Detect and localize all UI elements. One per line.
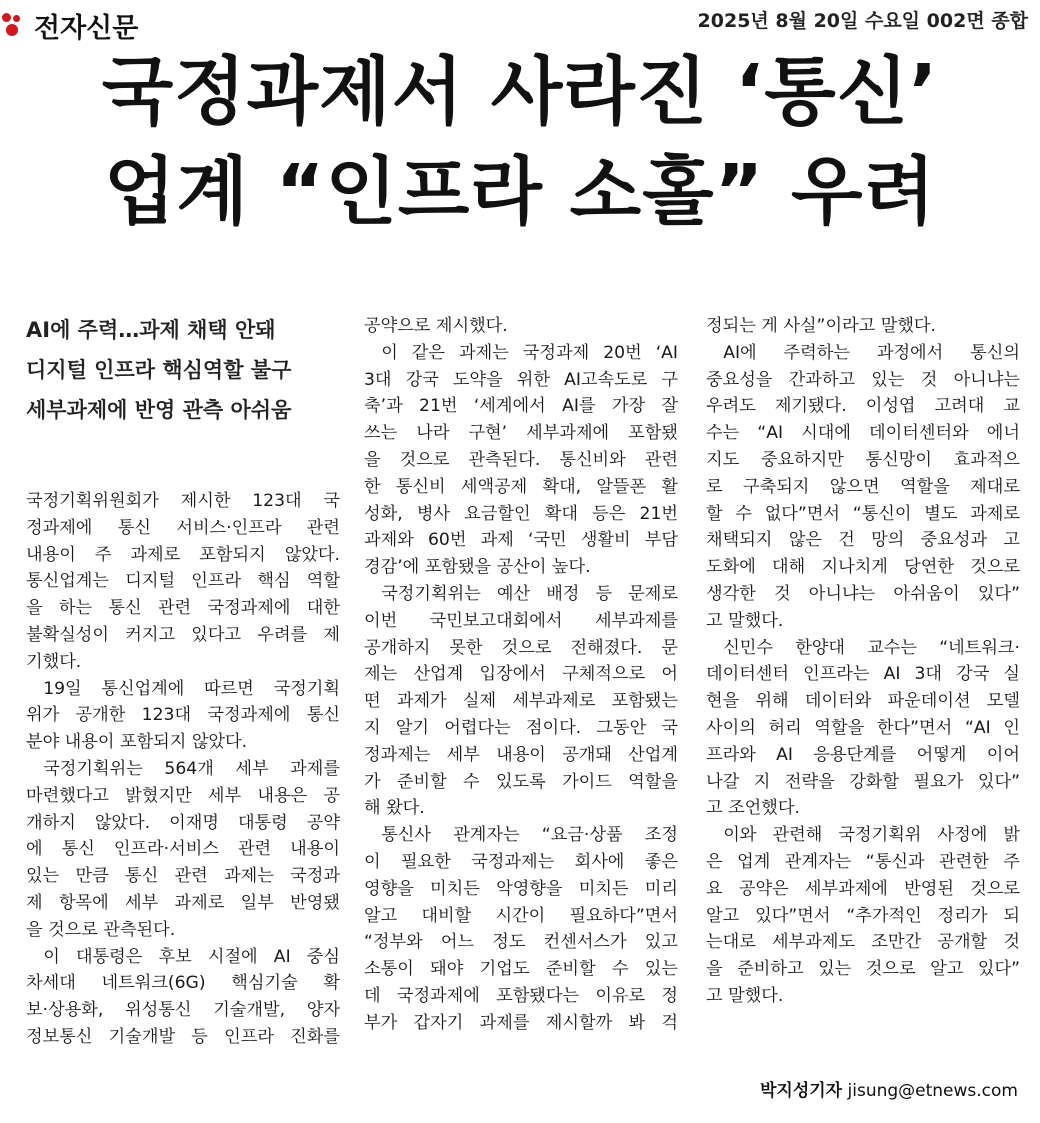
article-line: 통신업계는 디지털 인프라 핵심 역할 — [26, 571, 340, 592]
article-line: 한 통신비 세액공제 확대, 알뜰폰 활 — [364, 476, 678, 497]
article-line: 할 수 없다”면서 “통신이 별도 과제로 — [706, 503, 1020, 524]
article-line: 도화에 대해 지나치게 당연한 것으로 — [706, 557, 1020, 578]
byline — [760, 1076, 1018, 1101]
dateline: 2025년 8월 20일 수요일 002면 종합 — [697, 10, 1028, 32]
article-line: 을 것으로 관측된다. — [26, 919, 176, 940]
newspaper-logo — [2, 6, 138, 45]
article-line: 과제와 60번 과제 ‘국민 생활비 부담 — [364, 530, 678, 551]
article-line: 우려도 제기됐다. 이성엽 고려대 교 — [706, 396, 1020, 417]
article-line: 이 필요한 국정과제는 회사에 좋은 — [364, 851, 678, 872]
article-line: 부가 갑자기 과제를 제시할까 봐 걱 — [364, 1012, 678, 1033]
article-line: 생각한 것 아니냐는 아쉬움이 있다” — [706, 583, 1020, 604]
article-line: 통신사 관계자는 “요금·상품 조정 — [364, 825, 678, 846]
article-line: 고 조언했다. — [706, 798, 800, 819]
subheadline-line: 세부과제에 반영 관측 아쉬움 — [26, 398, 292, 422]
article-line: 나갈 지 전략을 강화할 필요가 있다” — [706, 771, 1020, 792]
article-line: 국정기획위는 예산 배정 등 문제로 — [364, 583, 678, 604]
subheadline-line: AI에 주력…과제 채택 안돼 — [26, 318, 276, 342]
article-line: 내용이 주 과제로 포함되지 않았다. — [26, 544, 340, 565]
reporter-name: 박지성기자 — [759, 1081, 843, 1101]
article-line: 가 준비할 수 있도록 가이드 역할을 — [364, 771, 678, 792]
article-line: 데 국정과제에 포함됐다는 이유로 정 — [364, 985, 678, 1006]
article-line: 지 알기 어렵다는 점이다. 그동안 국 — [364, 717, 678, 738]
article-line: 사이의 허리 역할을 한다”면서 “AI 인 — [706, 717, 1020, 738]
article-line: 을 것으로 관측된다. 통신비와 관련 — [364, 449, 678, 470]
article-line: 쓰는 나라 구현’ 세부과제에 포함됐 — [364, 423, 678, 444]
article-line: 정과제에 통신 서비스·인프라 관련 — [26, 517, 340, 538]
article-line: 로 구축되지 않으면 역할을 제대로 — [706, 476, 1020, 497]
article-line: 개하지 않았다. 이재명 대통령 공약 — [26, 812, 340, 833]
article-line: 이번 국민보고대회에서 세부과제를 — [364, 610, 678, 631]
article-line: 불확실성이 커지고 있다고 우려를 제 — [26, 624, 340, 645]
article-line: 이 같은 과제는 국정과제 20번 ‘AI — [364, 342, 678, 363]
article-line: “정부와 어느 정도 컨센서스가 있고 — [364, 932, 678, 953]
article-line: 이와 관련해 국정기획위 사정에 밝 — [706, 825, 1020, 846]
article-line: 분야 내용이 포함되지 않았다. — [26, 732, 248, 753]
article-line: 기했다. — [26, 651, 82, 672]
article-line: 국정기획위원회가 제시한 123대 국 — [26, 491, 340, 511]
article-column-2 — [364, 313, 678, 1037]
subheadline-line: 디지털 인프라 핵심역할 불구 — [26, 358, 292, 382]
article-line: 는대로 세부과제도 조만간 공개할 것 — [706, 932, 1020, 953]
article-line: 위가 공개한 123대 국정과제에 통신 — [26, 705, 340, 726]
article-line: 고 말했다. — [706, 610, 784, 631]
article-line: AI에 주력하는 과정에서 통신의 — [706, 342, 1020, 363]
article-line: 정보통신 기술개발 등 인프라 진화를 — [26, 1026, 340, 1047]
article-line: 소통이 돼야 기업도 준비할 수 있는 — [364, 959, 678, 980]
article-line: 알고 대비할 시간이 필요하다”면서 — [364, 905, 678, 926]
article-line: 이 대통령은 후보 시절에 AI 중심 — [26, 946, 340, 967]
logo-dots-icon — [2, 13, 28, 39]
article-line: 수는 “AI 시대에 데이터센터와 에너 — [706, 423, 1020, 444]
masthead — [0, 0, 1040, 44]
article-line: 알고 있다”면서 “추가적인 정리가 되 — [706, 905, 1020, 926]
article-line: 은 업계 관계자는 “통신과 관련한 주 — [706, 851, 1020, 872]
article-line: 축’과 21번 ‘세계에서 AI를 가장 잘 — [364, 396, 678, 417]
article-line: 경감’에 포함됐을 공산이 높다. — [364, 557, 591, 578]
headline-line-1: 국정과제서 사라진 ‘통신’ — [101, 49, 939, 135]
article-line: 국정기획위는 564개 세부 과제를 — [26, 758, 340, 779]
article-line: 정과제는 세부 내용이 공개돼 산업계 — [364, 744, 678, 765]
article-column-3 — [706, 313, 1020, 1010]
article-line: 19일 통신업계에 따르면 국정기획 — [26, 678, 340, 699]
article-line: 현을 위해 데이터와 파운데이션 모델 — [706, 691, 1020, 712]
logo-text: 전자신문 — [34, 13, 139, 44]
article-line: 을 준비하고 있는 것으로 알고 있다” — [706, 959, 1020, 980]
headline-line-2: 업계 “인프라 소홀” 우려 — [104, 149, 936, 235]
article-line: 공개하지 못한 것으로 전해졌다. 문 — [364, 637, 678, 658]
article-line: 데이터센터 인프라는 AI 3대 강국 실 — [706, 664, 1020, 685]
article-line: 정되는 게 사실”이라고 말했다. — [706, 316, 936, 336]
article-line: 을 하는 통신 관련 국정과제에 대한 — [26, 598, 340, 619]
article-line: 제 항목에 세부 과제로 일부 반영됐 — [26, 892, 340, 913]
article-line: 3대 강국 도약을 위한 AI고속도로 구 — [364, 369, 678, 390]
article-line: 보·상용화, 위성통신 기술개발, 양자 — [26, 1000, 340, 1021]
article-line: 에 통신 인프라·서비스 관련 내용이 — [26, 839, 340, 860]
headline — [0, 42, 1040, 242]
article-line: 고 말했다. — [706, 985, 784, 1006]
article-line: 요 공약은 세부과제에 반영된 것으로 — [706, 878, 1020, 899]
article-line: 채택되지 않은 건 망의 중요성과 고 — [706, 530, 1020, 551]
article-line: 차세대 네트워크(6G) 핵심기술 확 — [26, 973, 340, 994]
article-line: 해 왔다. — [364, 798, 425, 819]
subheadline — [26, 310, 336, 430]
article-line: 제는 산업계 입장에서 구체적으로 어 — [364, 664, 678, 685]
reporter-email: jisung@etnews.com — [847, 1081, 1018, 1101]
article-line: 프라와 AI 응용단계를 어떻게 이어 — [706, 744, 1020, 765]
article-column-1 — [26, 488, 340, 1051]
article-line: 있는 만큼 통신 관련 과제는 국정과 — [26, 866, 340, 887]
article-line: 신민수 한양대 교수는 “네트워크· — [706, 637, 1020, 658]
article-line: 떤 과제가 실제 세부과제로 포함됐는 — [364, 691, 678, 712]
article-line: 공약으로 제시했다. — [364, 316, 508, 336]
article-line: 중요성을 간과하고 있는 것 아니냐는 — [706, 369, 1020, 390]
article-line: 지도 중요하지만 통신망이 효과적으 — [706, 449, 1020, 470]
article-line: 성화, 병사 요금할인 확대 등은 21번 — [364, 503, 678, 524]
article-line: 마련했다고 밝혔지만 세부 내용은 공 — [26, 785, 340, 806]
article-line: 영향을 미치든 악영향을 미치든 미리 — [364, 878, 678, 899]
